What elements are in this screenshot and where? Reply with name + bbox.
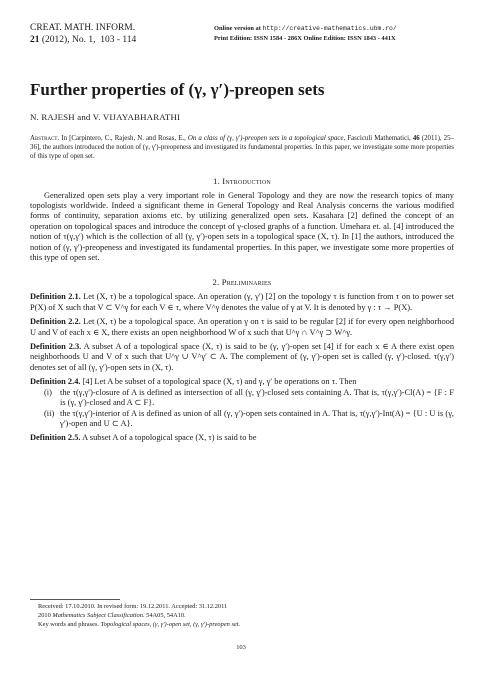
definition-text: Let (X, τ) be a topological space. An operation γ on τ is said to be regular [2] if for every open neighborhood U and V of each x ∈ X, there exists an open neighborhood W of x such that U^γ ∩ V^γ ⊃ W^γ. xyxy=(30,317,455,337)
item-text: the τ(γ,γ′)-closure of A is defined as intersection of all (γ, γ′)-closed sets containing A. That is, τ(γ,γ′)-Cl(A) = {F : F is (γ, γ′)-closed and A ⊂ F}. xyxy=(60,387,454,408)
definition-2-1 xyxy=(30,292,454,313)
abstract-volume: 46 xyxy=(412,135,420,142)
abstract-ref-title: On a class of (γ, γ′)-preopen sets in a topological space xyxy=(187,135,344,142)
item-number: (i) xyxy=(44,387,52,397)
msc-label: Mathematics Subject Classification. xyxy=(52,611,145,619)
keywords xyxy=(38,621,438,630)
author-line xyxy=(30,112,454,122)
journal-header xyxy=(30,22,454,52)
item-text: the τ(γ,γ′)-interior of A is defined as union of all (γ, γ′)-open sets contained in A. That is, τ(γ,γ′)-Int(A) = {U : U is (γ, γ′)-open and U ⊂ A}. xyxy=(60,408,454,428)
online-url-link[interactable]: http://creative-mathematics.ubm.ro/ xyxy=(262,25,397,32)
author-2-initial: V. V xyxy=(92,112,110,122)
definition-label: Definition 2.4. xyxy=(30,377,81,387)
paper-page xyxy=(30,22,454,444)
section-heading-preliminaries: 2. Preliminaries xyxy=(212,277,272,288)
received-dates: Received: 17.10.2010. In revised form: 19.12.2011. Accepted: 31.12.2011 xyxy=(38,603,228,610)
author-2-surname: IJAYABHARATHI xyxy=(109,112,181,122)
definition-label: Definition 2.2. xyxy=(30,317,81,327)
author-1-surname: AJESH xyxy=(47,112,75,122)
definition-2-4-items xyxy=(30,388,454,430)
msc-year: 2010 xyxy=(38,611,51,619)
keywords-text: Topological spaces, (γ, γ′)-open set, (γ, γ′)-preopen set. xyxy=(100,620,241,628)
journal-citation xyxy=(30,22,136,46)
definition-2-3 xyxy=(30,342,454,373)
print-edition-line: Print Edition: ISSN 1584 - 286X Online Edition: ISSN 1843 - 441X xyxy=(214,35,396,42)
abstract xyxy=(30,134,454,162)
definition-label: Definition 2.5. xyxy=(30,433,81,443)
abstract-label: Abstract. xyxy=(30,135,60,142)
definition-label: Definition 2.3. xyxy=(30,342,82,352)
journal-issue xyxy=(30,34,136,46)
journal-pages: 103 - 114 xyxy=(100,35,137,45)
definition-text: Let (X, τ) be a topological space. An operation (γ, γ′) [2] on the topology τ is function from τ on to power set P(X) of X such that V ⊂ V^γ for each V ∈ τ, where V^γ denotes the value of γ at V. It is denoted by γ : τ → P(X). xyxy=(30,292,455,312)
definition-2-2 xyxy=(30,317,454,338)
journal-name: CREAT. MATH. INFORM. xyxy=(30,23,136,33)
footnotes xyxy=(38,603,438,629)
page-number: 103 xyxy=(236,644,246,651)
abstract-text-3: (2011), 25–36], the authors introduced the notion of (γ, γ′)-preopeness and investigated its fundamental properties. In this paper, we investigate some more properties of this type of open set. xyxy=(30,135,455,161)
author-connector: and xyxy=(77,112,91,122)
journal-edition-info xyxy=(214,24,397,44)
definition-2-4 xyxy=(30,377,454,387)
paper-title: Further properties of (γ, γ′)-preopen sets xyxy=(30,80,325,99)
introduction-paragraph: Generalized open sets play a very important role in General Topology and they are now the research topics of many topologists worldwide. Indeed a significant theme in General Topology and Real Analysis concerns the various modified forms of continuity, separation axioms etc. by utilizing generalized open sets. Kasahara [2] defined the concept of an operation on topological spaces and introduce the concept of γ-closed graphs of a function. Umehara et. al. [4] introduced the notion of τ(γ,γ′) which is the collection of all (γ, γ′)-open sets in a topological space (X, τ). In [1] the authors, introduced the notion of (γ, γ′)-preopeness and investigated its fundamental properties. In this paper, we investigate some more properties of this type of open set. xyxy=(30,190,454,263)
footnote-divider xyxy=(30,599,120,600)
definition-2-5 xyxy=(30,433,454,443)
journal-volume: 21 xyxy=(30,35,40,45)
online-version-line xyxy=(214,24,397,34)
author-rajesh xyxy=(30,112,75,122)
msc-classification xyxy=(38,612,438,621)
list-item xyxy=(30,409,454,430)
item-number: (ii) xyxy=(44,408,55,418)
abstract-text-1: In [Carpintero, C., Rajesh, N. and Rosas, E., xyxy=(61,135,186,142)
section-heading-introduction: 1. Introduction xyxy=(213,175,271,186)
online-prefix: Online version at xyxy=(214,25,261,32)
list-item xyxy=(30,388,454,409)
keywords-label: Key words and phrases. xyxy=(38,620,100,628)
journal-year: (2012), No. 1, xyxy=(41,35,96,45)
author-vijayabharathi xyxy=(93,112,180,122)
abstract-text-2: , Fasciculi Mathematici, xyxy=(343,135,411,142)
msc-codes: 54A05, 54A10. xyxy=(146,611,186,619)
definition-text: A subset A of a topological space (X, τ) is said to be xyxy=(82,433,257,443)
definition-label: Definition 2.1. xyxy=(30,292,81,302)
definition-text: A subset A of a topological space (X, τ) is said to be (γ, γ′)-open set [4] if for each x ∈ A there exist open neighborhoods U and V of x such that U^γ ∪ V^γ′ ⊂ A. The complement of (γ, γ′)-open set is called (γ, γ′)-closed. τ(γ,γ′) denotes set of all (γ, γ′)-open sets in (X, τ). xyxy=(30,342,455,372)
author-1-initial: N. R xyxy=(30,112,48,122)
definition-text: [4] Let A be subset of a topological space (X, τ) and γ, γ′ be operations on τ. Then xyxy=(82,377,357,387)
